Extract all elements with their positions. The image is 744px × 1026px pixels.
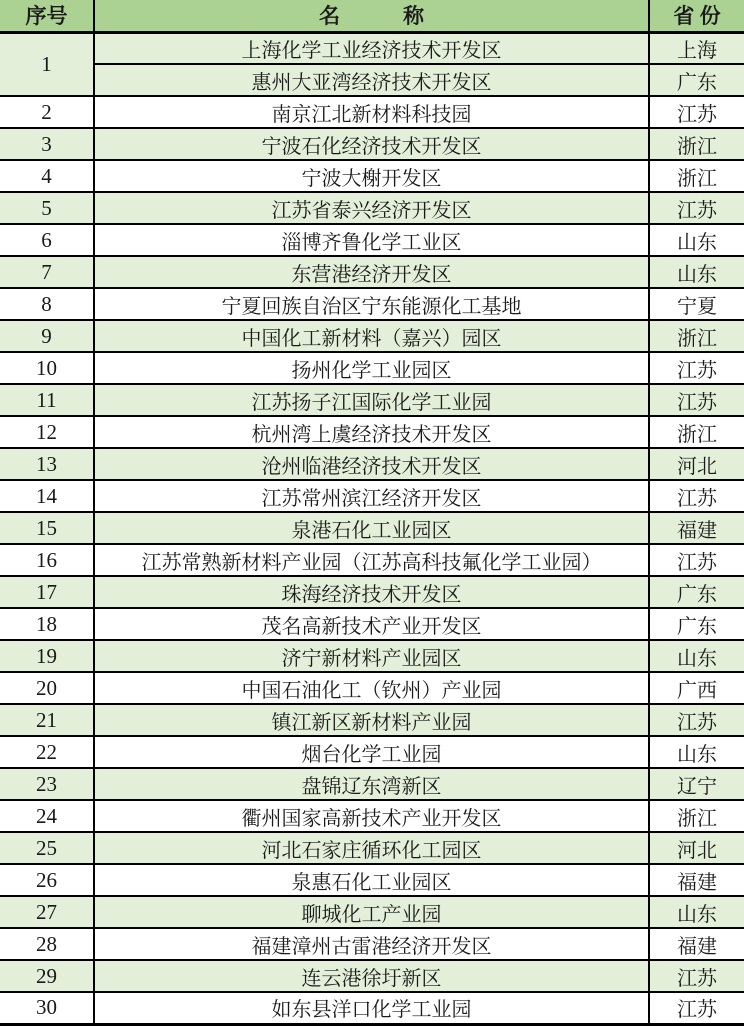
park-province: 山东 — [649, 736, 744, 768]
table-row — [0, 704, 744, 736]
table-row — [0, 448, 744, 480]
park-name: 茂名高新技术产业开发区 — [94, 608, 649, 640]
park-province: 辽宁 — [649, 768, 744, 800]
table-row — [0, 576, 744, 608]
row-number: 26 — [0, 864, 94, 896]
row-number: 17 — [0, 576, 94, 608]
row-number: 10 — [0, 352, 94, 384]
park-province: 浙江 — [649, 320, 744, 352]
park-name: 宁夏回族自治区宁东能源化工基地 — [94, 288, 649, 320]
park-province: 福建 — [649, 928, 744, 960]
table-row — [0, 96, 744, 128]
table-row — [0, 32, 744, 64]
row-number: 19 — [0, 640, 94, 672]
park-province: 广东 — [649, 64, 744, 96]
park-province: 江苏 — [649, 352, 744, 384]
row-number: 22 — [0, 736, 94, 768]
row-number: 2 — [0, 96, 94, 128]
table-row — [0, 896, 744, 928]
park-name: 杭州湾上虞经济技术开发区 — [94, 416, 649, 448]
park-name: 镇江新区新材料产业园 — [94, 704, 649, 736]
park-name: 江苏扬子江国际化学工业园 — [94, 384, 649, 416]
park-province: 江苏 — [649, 96, 744, 128]
park-name: 惠州大亚湾经济技术开发区 — [94, 64, 649, 96]
park-province: 福建 — [649, 864, 744, 896]
park-province: 浙江 — [649, 416, 744, 448]
row-number: 29 — [0, 960, 94, 992]
park-name: 宁波石化经济技术开发区 — [94, 128, 649, 160]
table-row — [0, 320, 744, 352]
table-row — [0, 672, 744, 704]
table-row — [0, 960, 744, 992]
row-number: 23 — [0, 768, 94, 800]
row-number: 20 — [0, 672, 94, 704]
park-province: 江苏 — [649, 480, 744, 512]
park-name: 东营港经济开发区 — [94, 256, 649, 288]
row-number: 21 — [0, 704, 94, 736]
park-name: 江苏常州滨江经济开发区 — [94, 480, 649, 512]
park-name: 淄博齐鲁化学工业区 — [94, 224, 649, 256]
park-name: 河北石家庄循环化工园区 — [94, 832, 649, 864]
park-province: 江苏 — [649, 992, 744, 1024]
park-name: 珠海经济技术开发区 — [94, 576, 649, 608]
park-name: 如东县洋口化学工业园 — [94, 992, 649, 1024]
park-province: 河北 — [649, 448, 744, 480]
park-province: 福建 — [649, 512, 744, 544]
row-number: 25 — [0, 832, 94, 864]
table-row — [0, 928, 744, 960]
park-name: 上海化学工业经济技术开发区 — [94, 32, 649, 64]
table-row — [0, 64, 744, 96]
table-row — [0, 288, 744, 320]
column-header-no: 序号 — [0, 0, 94, 32]
table-row — [0, 608, 744, 640]
park-province: 江苏 — [649, 384, 744, 416]
column-header-name: 名 称 — [94, 0, 649, 32]
park-province: 浙江 — [649, 128, 744, 160]
park-name: 连云港徐圩新区 — [94, 960, 649, 992]
header-row — [0, 0, 744, 32]
park-province: 江苏 — [649, 704, 744, 736]
park-province: 上海 — [649, 32, 744, 64]
table-row — [0, 640, 744, 672]
row-number: 4 — [0, 160, 94, 192]
row-number: 15 — [0, 512, 94, 544]
table-row — [0, 160, 744, 192]
park-province: 河北 — [649, 832, 744, 864]
row-number: 5 — [0, 192, 94, 224]
park-name: 扬州化学工业园区 — [94, 352, 649, 384]
park-name: 福建漳州古雷港经济开发区 — [94, 928, 649, 960]
table-row — [0, 192, 744, 224]
table-row — [0, 128, 744, 160]
park-province: 浙江 — [649, 800, 744, 832]
park-province: 广西 — [649, 672, 744, 704]
row-number: 16 — [0, 544, 94, 576]
park-name: 泉港石化工业园区 — [94, 512, 649, 544]
park-name: 中国化工新材料（嘉兴）园区 — [94, 320, 649, 352]
column-header-province: 省 份 — [649, 0, 744, 32]
table-row — [0, 416, 744, 448]
table-row — [0, 768, 744, 800]
row-number: 28 — [0, 928, 94, 960]
park-name: 宁波大榭开发区 — [94, 160, 649, 192]
table-row — [0, 544, 744, 576]
row-number: 24 — [0, 800, 94, 832]
park-province: 山东 — [649, 896, 744, 928]
park-province: 江苏 — [649, 192, 744, 224]
row-number: 14 — [0, 480, 94, 512]
park-name: 沧州临港经济技术开发区 — [94, 448, 649, 480]
park-province: 广东 — [649, 576, 744, 608]
park-province: 江苏 — [649, 960, 744, 992]
park-name: 中国石油化工（钦州）产业园 — [94, 672, 649, 704]
park-name: 盘锦辽东湾新区 — [94, 768, 649, 800]
table-header — [0, 0, 744, 32]
table-row — [0, 736, 744, 768]
park-province: 宁夏 — [649, 288, 744, 320]
park-province: 山东 — [649, 224, 744, 256]
row-number: 18 — [0, 608, 94, 640]
row-number: 3 — [0, 128, 94, 160]
table-row — [0, 832, 744, 864]
park-name: 济宁新材料产业园区 — [94, 640, 649, 672]
row-number: 30 — [0, 992, 94, 1024]
table-row — [0, 992, 744, 1024]
row-number: 6 — [0, 224, 94, 256]
row-number: 13 — [0, 448, 94, 480]
park-name: 江苏常熟新材料产业园（江苏高科技氟化学工业园） — [94, 544, 649, 576]
park-name: 聊城化工产业园 — [94, 896, 649, 928]
park-name: 烟台化学工业园 — [94, 736, 649, 768]
row-number: 9 — [0, 320, 94, 352]
table-row — [0, 352, 744, 384]
row-number: 8 — [0, 288, 94, 320]
row-number: 7 — [0, 256, 94, 288]
table-body — [0, 32, 744, 1024]
park-province: 山东 — [649, 256, 744, 288]
table-row — [0, 256, 744, 288]
park-name: 衢州国家高新技术产业开发区 — [94, 800, 649, 832]
table-row — [0, 512, 744, 544]
park-province: 广东 — [649, 608, 744, 640]
park-province: 江苏 — [649, 544, 744, 576]
park-name: 南京江北新材料科技园 — [94, 96, 649, 128]
park-province: 山东 — [649, 640, 744, 672]
table-row — [0, 224, 744, 256]
row-number: 1 — [0, 32, 94, 96]
park-province: 浙江 — [649, 160, 744, 192]
table-row — [0, 864, 744, 896]
row-number: 12 — [0, 416, 94, 448]
row-number: 27 — [0, 896, 94, 928]
park-name: 江苏省泰兴经济开发区 — [94, 192, 649, 224]
row-number: 11 — [0, 384, 94, 416]
table-row — [0, 800, 744, 832]
park-name: 泉惠石化工业园区 — [94, 864, 649, 896]
table-row — [0, 384, 744, 416]
table-row — [0, 480, 744, 512]
